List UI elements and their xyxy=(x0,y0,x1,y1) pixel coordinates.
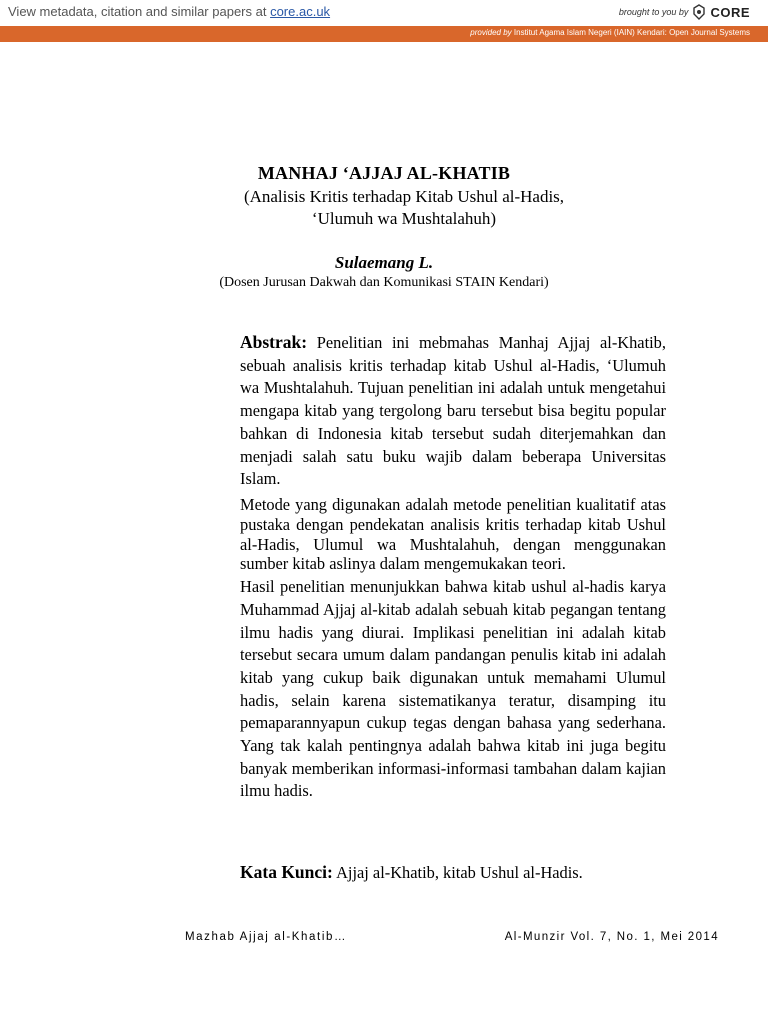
footer-journal-info: Al-Munzir Vol. 7, No. 1, Mei 2014 xyxy=(504,931,719,943)
provider-name: Institut Agama Islam Negeri (IAIN) Kendari: Open Journal Systems xyxy=(513,28,750,37)
keywords-label: Kata Kunci: xyxy=(240,862,333,882)
core-banner xyxy=(0,0,768,27)
abstract-text-1: Penelitian ini mebmahas Manhaj Ajjaj al-Khatib, sebuah analisis kritis terhadap kitab Ushul al-Hadis, ‘Ulumuh wa Mushtalahuh. Tujuan penelitian ini adalah untuk mengetahui mengapa kitab yang tergolong baru tersebut bisa begitu popular bahkan di Indonesia kitab tersebut sudah diterjemahkan dan menjadi salah satu buku wajib dalam beberapa Universitas Islam. xyxy=(240,333,666,489)
footer-running-title: Mazhab Ajjaj al-Khatib… xyxy=(185,931,348,943)
core-logo-icon xyxy=(692,4,706,20)
provided-by-bar xyxy=(0,26,768,42)
abstract-section xyxy=(240,331,666,803)
brought-to-you-text: brought to you by xyxy=(618,7,689,17)
core-logo-text: CORE xyxy=(710,4,750,20)
core-link[interactable]: core.ac.uk xyxy=(270,4,331,19)
core-branding[interactable] xyxy=(619,4,750,20)
core-metadata-link-text xyxy=(8,4,330,19)
author-affiliation: (Dosen Jurusan Dakwah dan Komunikasi STAIN Kendari) xyxy=(219,275,549,290)
abstract-paragraph-2: Metode yang digunakan adalah metode penelitian kualitatif atas pustaka dengan pendekatan analisis kritis terhadap kitab Ushul al-Hadis, Ulumul wa Mushtalahuh, dengan menggunakan sumber kitab aslinya dalam mengemukakan teori. xyxy=(240,494,666,574)
provided-by-label: provided by xyxy=(470,28,512,37)
core-link-prefix: View metadata, citation and similar papers at xyxy=(8,4,271,19)
keywords-text: Ajjaj al-Khatib, kitab Ushul al-Hadis. xyxy=(336,863,583,882)
abstract-paragraph-3: Hasil penelitian menunjukkan bahwa kitab ushul al-hadis karya Muhammad Ajjaj al-kitab adalah sebuah kitab pegangan tentang ilmu hadis yang diurai. Implikasi penelitian ini adalah kitab tersebut secara umum dalam pandangan penulis kitab ini adalah kitab yang cukup baik digunakan untuk memahami Ulumul hadis, selain karena sistematikanya teratur, disamping itu pemaparannyapun cukup tegas dengan bahasa yang sederhana. Yang tak kalah pentingnya adalah bahwa kitab ini juga begitu banyak memberikan informasi-informasi tambahan dalam kajian ilmu hadis. xyxy=(240,577,666,801)
paper-author: Sulaemang L. xyxy=(334,253,434,272)
keywords-section xyxy=(240,862,666,883)
paper-subtitle: (Analisis Kritis terhadap Kitab Ushul al-Hadis, ‘Ulumuh wa Mushtalahuh) xyxy=(243,187,565,228)
abstract-label: Abstrak: xyxy=(240,332,308,352)
paper-title: MANHAJ ‘AJJAJ AL-KHATIB xyxy=(257,163,511,183)
provided-by-text[interactable] xyxy=(470,28,750,37)
abstract-paragraph-1 xyxy=(240,331,666,491)
